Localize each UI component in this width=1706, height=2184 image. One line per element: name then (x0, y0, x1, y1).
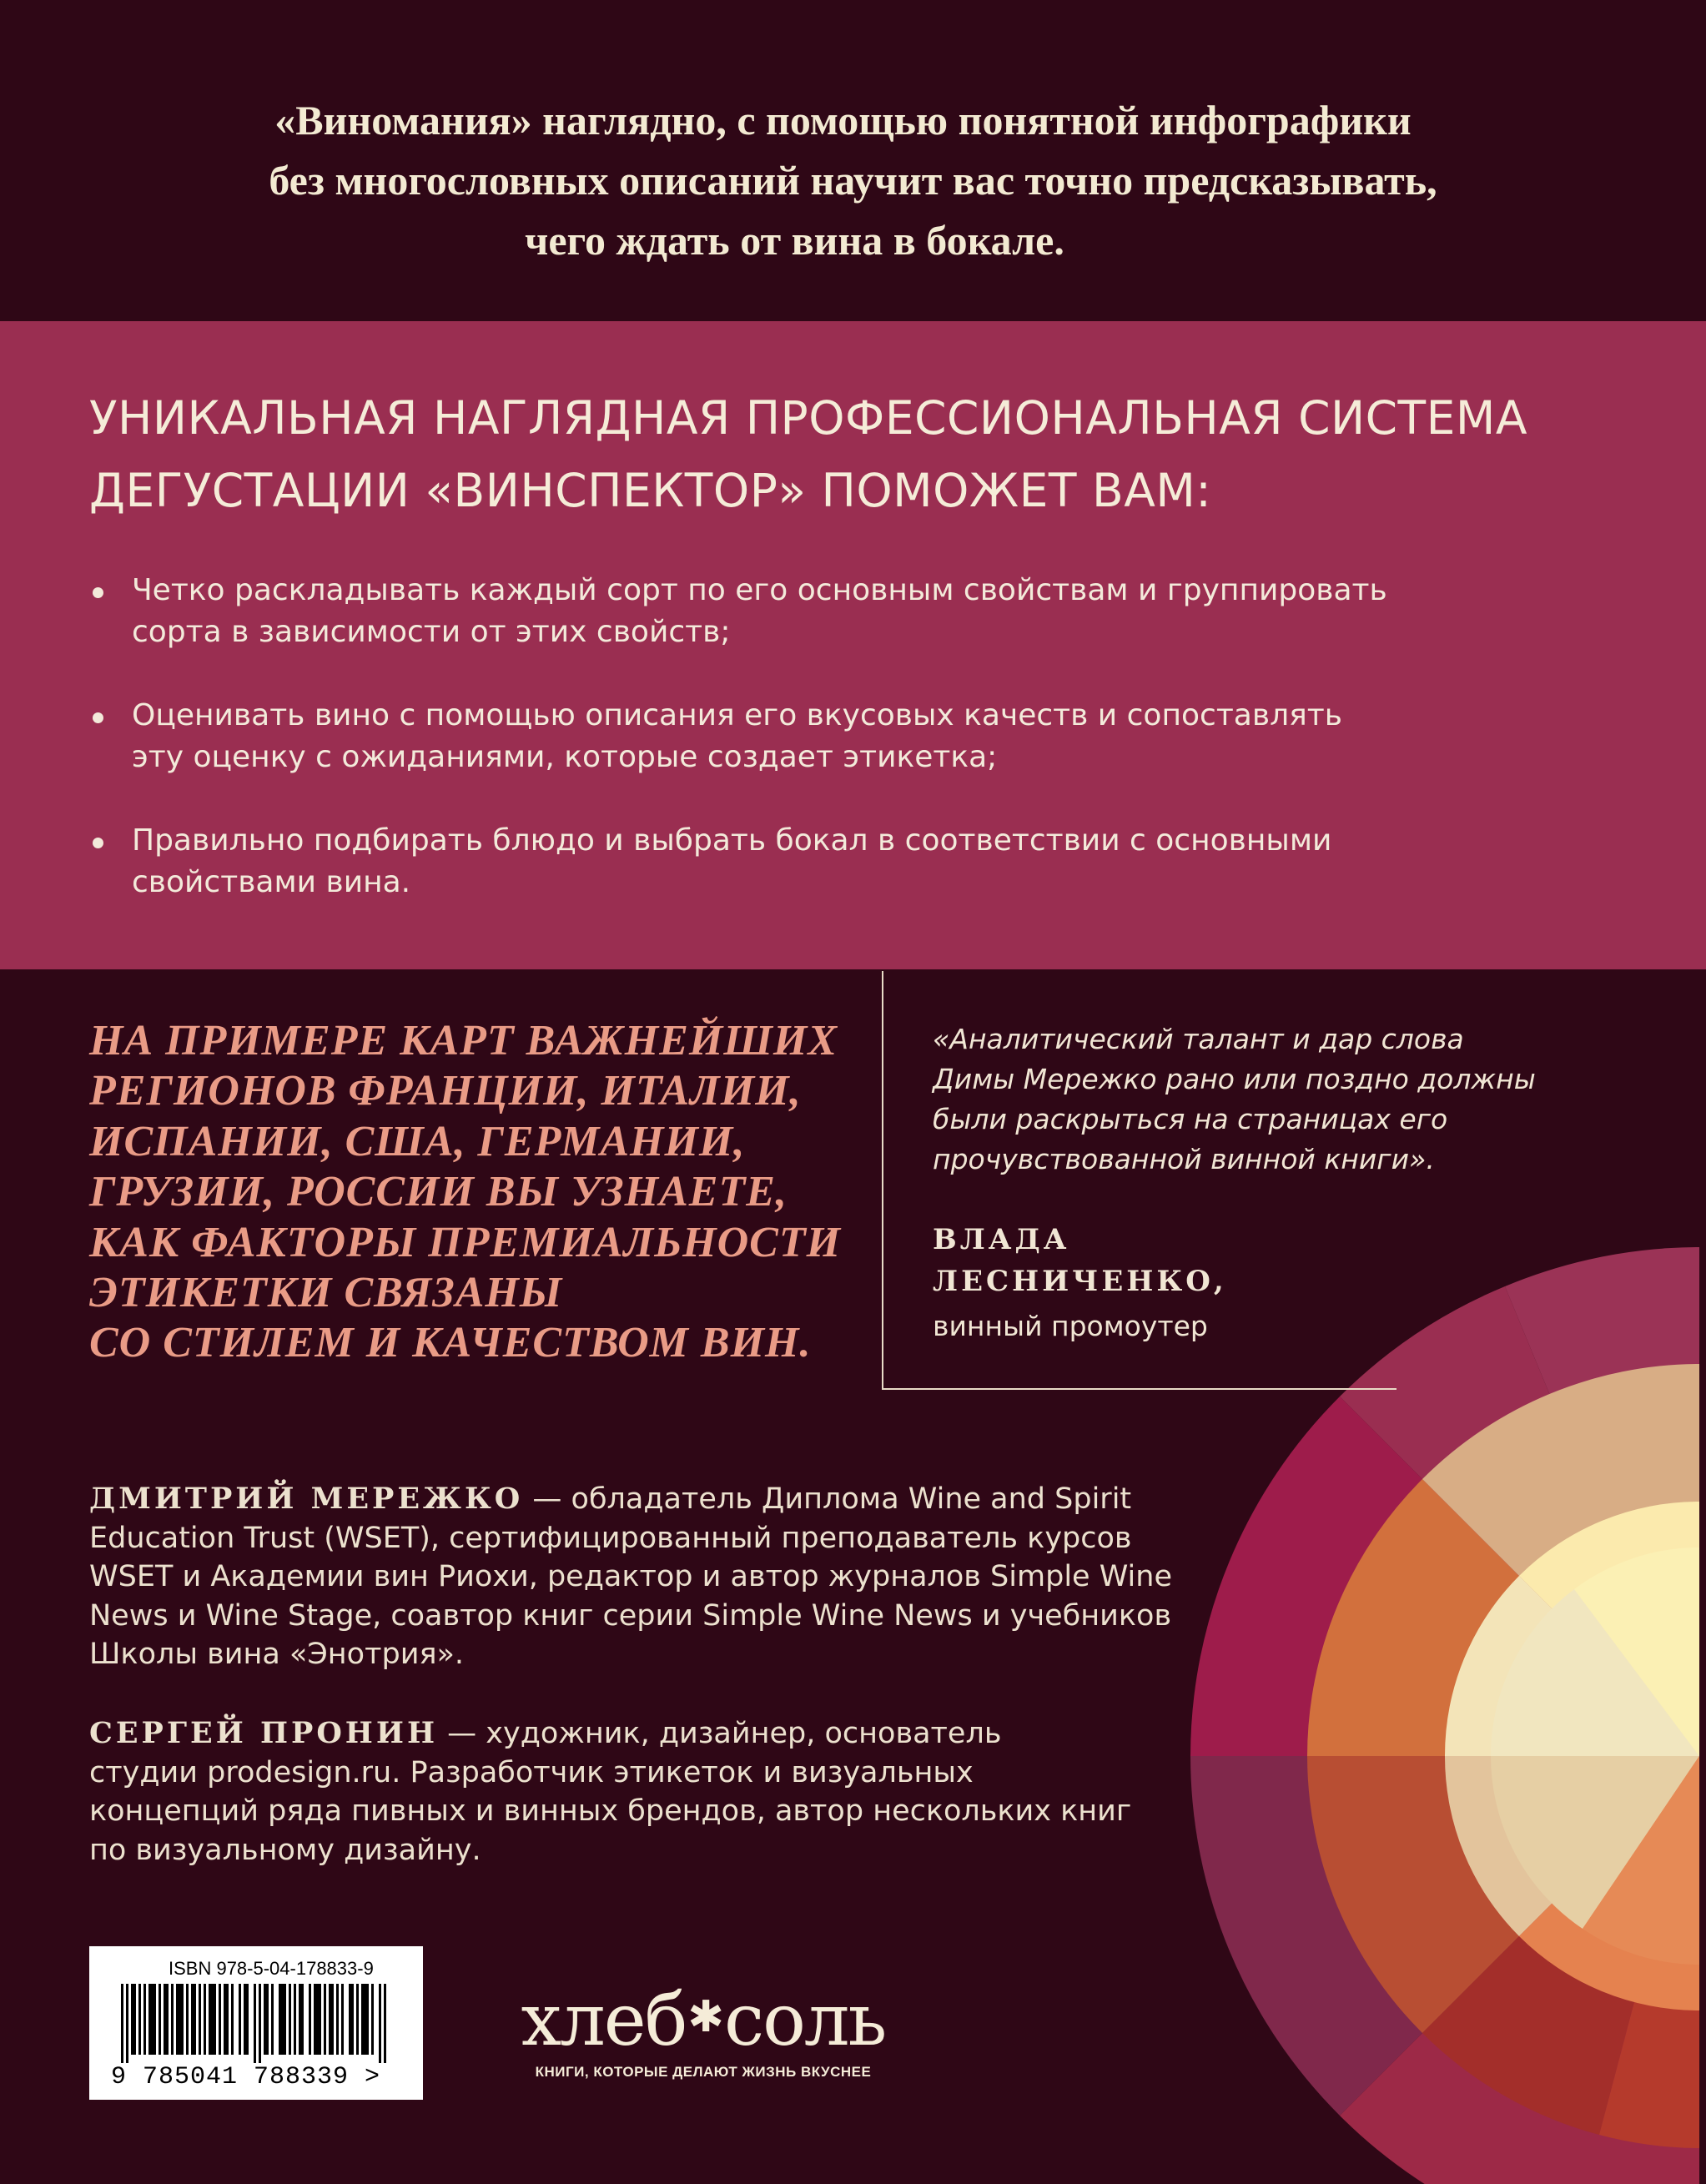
author-name: ДМИТРИЙ МЕРЕЖКО (89, 1482, 524, 1516)
logo-word: соль (723, 1979, 886, 2062)
benefit-line: эту оценку с ожиданиями, которые создает этикетка; (132, 740, 998, 774)
quote-line: Димы Мережко рано или поздно должны (933, 1063, 1536, 1095)
benefit-line: Четко раскладывать каждый сорт по его основным свойствам и группировать (132, 573, 1387, 607)
asterisk-icon: ✱ (687, 1992, 722, 2042)
quote-author (933, 1219, 1227, 1302)
benefit-line: Правильно подбирать блюдо и выбрать бокал в соответствии с основными (132, 823, 1332, 858)
intro-line: без многословных описаний научит вас точно предсказывать, (269, 157, 1437, 204)
bio-line: Школы вина «Энотрия». (89, 1638, 465, 1671)
benefit-list (89, 570, 1658, 945)
author-name: СЕРГЕЙ ПРОНИН (89, 1716, 439, 1750)
intro-text (0, 90, 1706, 270)
regions-line: НА ПРИМЕРЕ КАРТ ВАЖНЕЙШИХ (89, 1017, 838, 1064)
quote-author-role: винный промоутер (933, 1310, 1208, 1342)
quote-author-line: ВЛАДА (933, 1223, 1070, 1256)
benefit-item (89, 570, 1658, 653)
isbn-digits: 9 785041 788339 > (111, 2063, 381, 2091)
regions-statement (89, 1016, 890, 1369)
intro-line: чего ждать от вина в бокале. (525, 217, 1064, 264)
bio-text: — обладатель Диплома Wine and Spirit (523, 1482, 1132, 1516)
regions-line: СО СТИЛЕМ И КАЧЕСТВОМ ВИН. (89, 1319, 812, 1367)
review-quote (933, 1019, 1536, 1180)
regions-line: РЕГИОНОВ ФРАНЦИИ, ИТАЛИИ, (89, 1067, 802, 1115)
bio-first-line (89, 1480, 1174, 1519)
author-bio-merezhko (89, 1480, 1174, 1674)
heading-line: ДЕГУСТАЦИИ «ВИНСПЕКТОР» ПОМОЖЕТ ВАМ: (89, 464, 1212, 517)
benefit-item (89, 820, 1658, 903)
bio-line: студии prodesign.ru. Разработчик этикеток и визуальных (89, 1755, 974, 1789)
bio-line: WSET и Академии вин Риохи, редактор и автор журналов Simple Wine (89, 1560, 1172, 1593)
heading-line: УНИКАЛЬНАЯ НАГЛЯДНАЯ ПРОФЕССИОНАЛЬНАЯ СИСТЕМА (89, 391, 1527, 445)
publisher-logo (520, 1979, 887, 2062)
quote-line: «Аналитический талант и дар слова (933, 1023, 1464, 1055)
quote-author-line: ЛЕСНИЧЕНКО, (933, 1265, 1227, 1298)
regions-line: ЭТИКЕТКИ СВЯЗАНЫ (89, 1269, 563, 1317)
isbn-label: ISBN 978-5-04-178833-9 (169, 1958, 374, 1979)
isbn-barcode (89, 1946, 423, 2100)
bio-line: Education Trust (WSET), сертифицированный преподаватель курсов (89, 1521, 1132, 1555)
logo-word: хлеб (521, 1979, 687, 2062)
bio-line: по визуальному дизайну. (89, 1833, 481, 1867)
benefit-line: свойствами вина. (132, 865, 411, 899)
benefit-line: Оценивать вино с помощью описания его вкусовых качеств и сопоставлять (132, 698, 1342, 732)
bio-text: — художник, дизайнер, основатель (438, 1717, 1002, 1750)
barcode-icon (121, 1984, 396, 2063)
system-heading (89, 382, 1674, 527)
intro-line: «Виномания» наглядно, с помощью понятной инфографики (274, 97, 1412, 143)
bio-line: News и Wine Stage, соавтор книг серии Simple Wine News и учебников (89, 1598, 1172, 1633)
regions-line: КАК ФАКТОРЫ ПРЕМИАЛЬНОСТИ (89, 1218, 842, 1266)
regions-line: ИСПАНИИ, США, ГЕРМАНИИ, (89, 1117, 746, 1165)
bio-line: концепций ряда пивных и винных брендов, автор нескольких книг (89, 1794, 1132, 1828)
quote-line: были раскрыться на страницах его (933, 1103, 1448, 1135)
quote-line: прочувствованной винной книги». (933, 1143, 1435, 1175)
benefit-item (89, 695, 1658, 778)
benefit-line: сорта в зависимости от этих свойств; (132, 615, 731, 649)
bio-first-line (89, 1714, 1174, 1754)
regions-line: ГРУЗИИ, РОССИИ ВЫ УЗНАЕТЕ, (89, 1168, 788, 1216)
author-bio-pronin (89, 1714, 1174, 1869)
publisher-tagline: КНИГИ, КОТОРЫЕ ДЕЛАЮТ ЖИЗНЬ ВКУСНЕЕ (535, 2064, 872, 2080)
